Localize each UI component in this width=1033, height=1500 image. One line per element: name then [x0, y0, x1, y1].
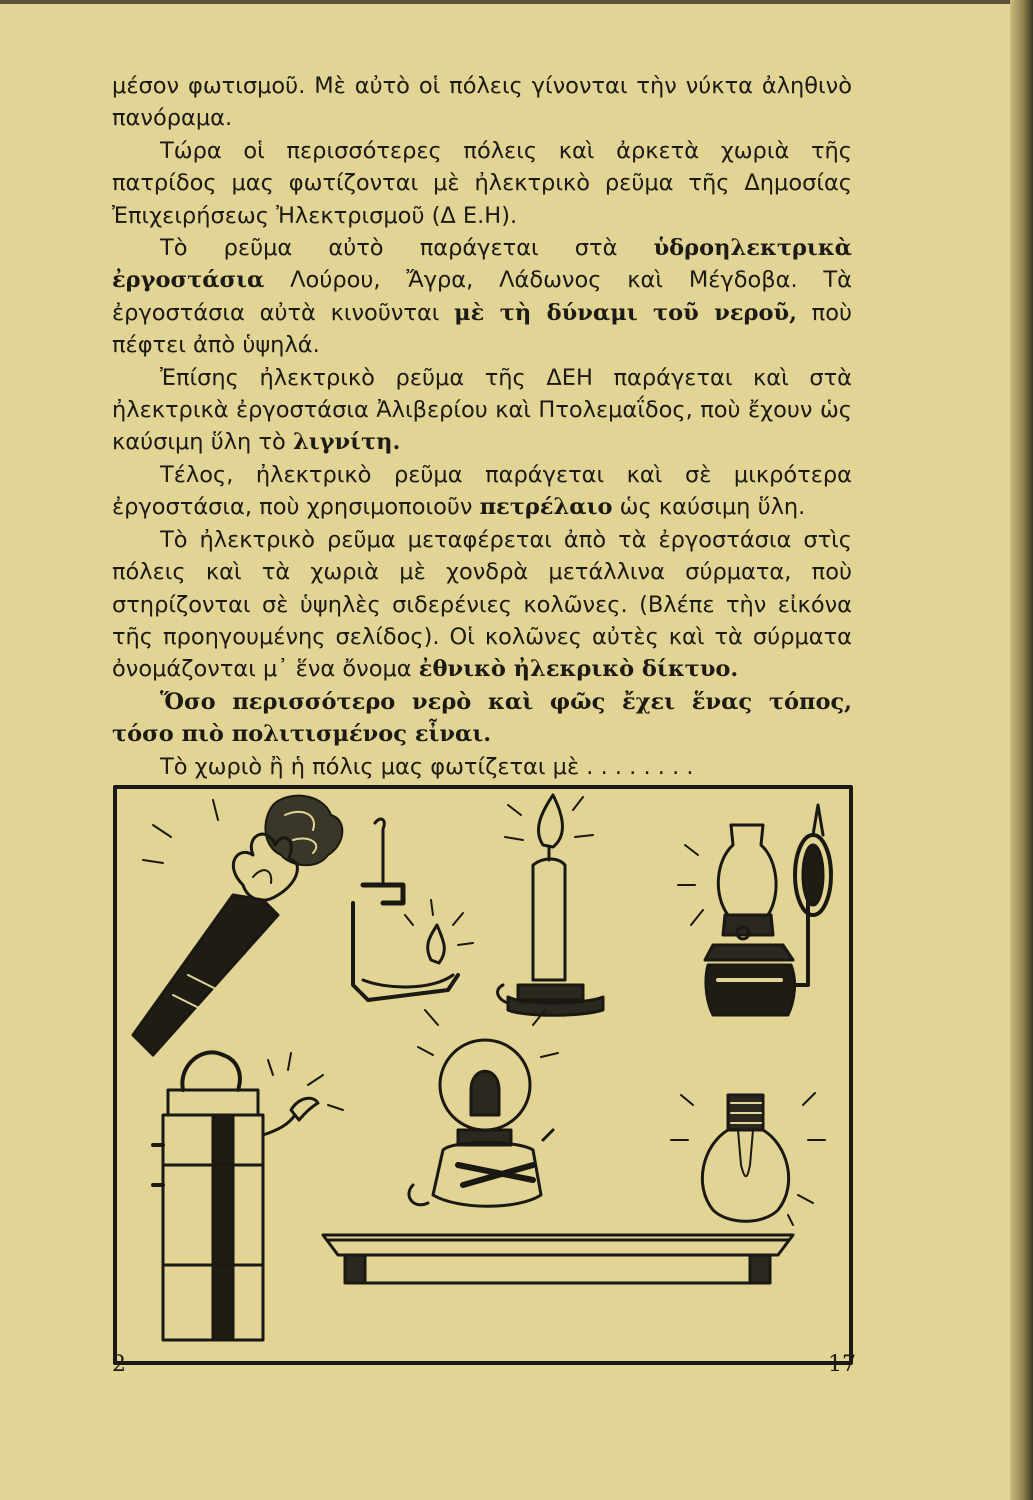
text-run: Ἐπίσης ἠλεκτρικὸ ρεῦμα τῆς ΔΕΗ παράγεται καὶ στὰ ἠλεκτρικὰ ἐργοστάσια Ἀλιβερίου καὶ Πτολεμαΐδος, ποὺ ἔχουν ὡς καύσιμη ὕλη τὸ	[112, 364, 852, 456]
page-number-left: 2	[112, 1352, 126, 1377]
paragraph-6	[112, 524, 852, 686]
lighting-illustration	[113, 785, 853, 1365]
text-run: Τὸ ρεῦμα αὐτὸ παράγεται στὰ	[160, 235, 654, 262]
kerosene-lamp-icon	[678, 805, 831, 1015]
text-run: Τὸ χωριὸ ἢ ἡ πόλις μας φωτίζεται μὲ . . . . . . . .	[160, 753, 694, 780]
page-spine-edge	[1010, 0, 1033, 1500]
bold-phrase: Ὅσο περισσότερο νερὸ καὶ φῶς ἔχει ἕνας τόπος, τόσο πιὸ πολιτισμένος εἶναι.	[112, 688, 852, 748]
bold-phrase: ἐθνικὸ ἠλεκρικὸ δίκτυο.	[418, 656, 739, 683]
bold-phrase: ὑδροηλεκτρικὰ ἐργοστάσια	[112, 235, 852, 294]
fluorescent-tube-icon	[323, 1215, 793, 1283]
paragraph-3	[112, 232, 852, 362]
bold-phrase: μὲ τὴ δύναμι τοῦ νεροῦ,	[454, 299, 797, 326]
text-run: Τώρα οἱ περισσότερες πόλεις καὶ ἀρκετὰ χωριὰ τῆς πατρίδος μας φωτίζονται μὲ ἠλεκτρικὸ ρεῦμα τῆς Δημοσίας Ἐπιχειρήσεως Ἠλεκτρισμοῦ (Δ Ε.Η).	[112, 137, 852, 229]
torch-icon	[133, 796, 342, 1055]
paragraph-2	[112, 135, 852, 232]
miner-lamp-icon	[153, 1052, 343, 1340]
text-run: Λούρου, Ἄγρα, Λάδωνος καὶ Μέγδοβα. Τὰ ἐργοστάσια αὐτὰ κινοῦνται	[112, 267, 852, 326]
page-top-edge	[0, 0, 1033, 4]
bold-phrase: λιγνίτη.	[292, 429, 401, 456]
text-run: ὡς καύσιμη ὕλη.	[612, 494, 806, 521]
oil-lamp-icon	[353, 819, 473, 1000]
text-run: μέσον φωτισμοῦ. Μὲ αὐτὸ οἱ πόλεις γίνονται τὴν νύκτα ἀληθινὸ πανόραμα.	[112, 73, 852, 132]
paragraph-8	[112, 751, 852, 783]
glass-oil-lamp-icon	[409, 1010, 558, 1206]
text-run: Τέλος, ἠλεκτρικὸ ρεῦμα παράγεται καὶ σὲ μικρότερα ἐργοστάσια, ποὺ χρησιμοποιοῦν	[112, 461, 852, 521]
paragraph-1	[112, 70, 852, 135]
text-run: Τὸ ἠλεκτρικὸ ρεῦμα μεταφέρεται ἀπὸ τὰ ἐργοστάσια στὶς πόλεις καὶ τὰ χωριὰ μὲ χονδρὰ μετάλλινα σύρματα, ποὺ στηρίζονται σὲ ὑψηλὲς σιδερένιες κολῶνες. (Βλέπε τὴν εἰκόνα τῆς προηγουμένης σελίδος). Οἱ κολῶνες αὐτὲς καὶ τὰ σύρματα ὀνομάζονται μ᾽ ἕνα ὄνομα	[112, 526, 852, 683]
body-text	[112, 70, 852, 783]
paragraph-4	[112, 362, 852, 459]
paragraph-7	[112, 686, 852, 751]
page-number-right: 17	[828, 1352, 856, 1377]
candle-icon	[498, 785, 603, 1015]
paragraph-5	[112, 459, 852, 524]
text-run: ποὺ πέφτει ἀπὸ ὑψηλά.	[112, 299, 853, 359]
light-bulb-icon	[671, 1093, 825, 1221]
bold-phrase: πετρέλαιο	[479, 494, 613, 521]
